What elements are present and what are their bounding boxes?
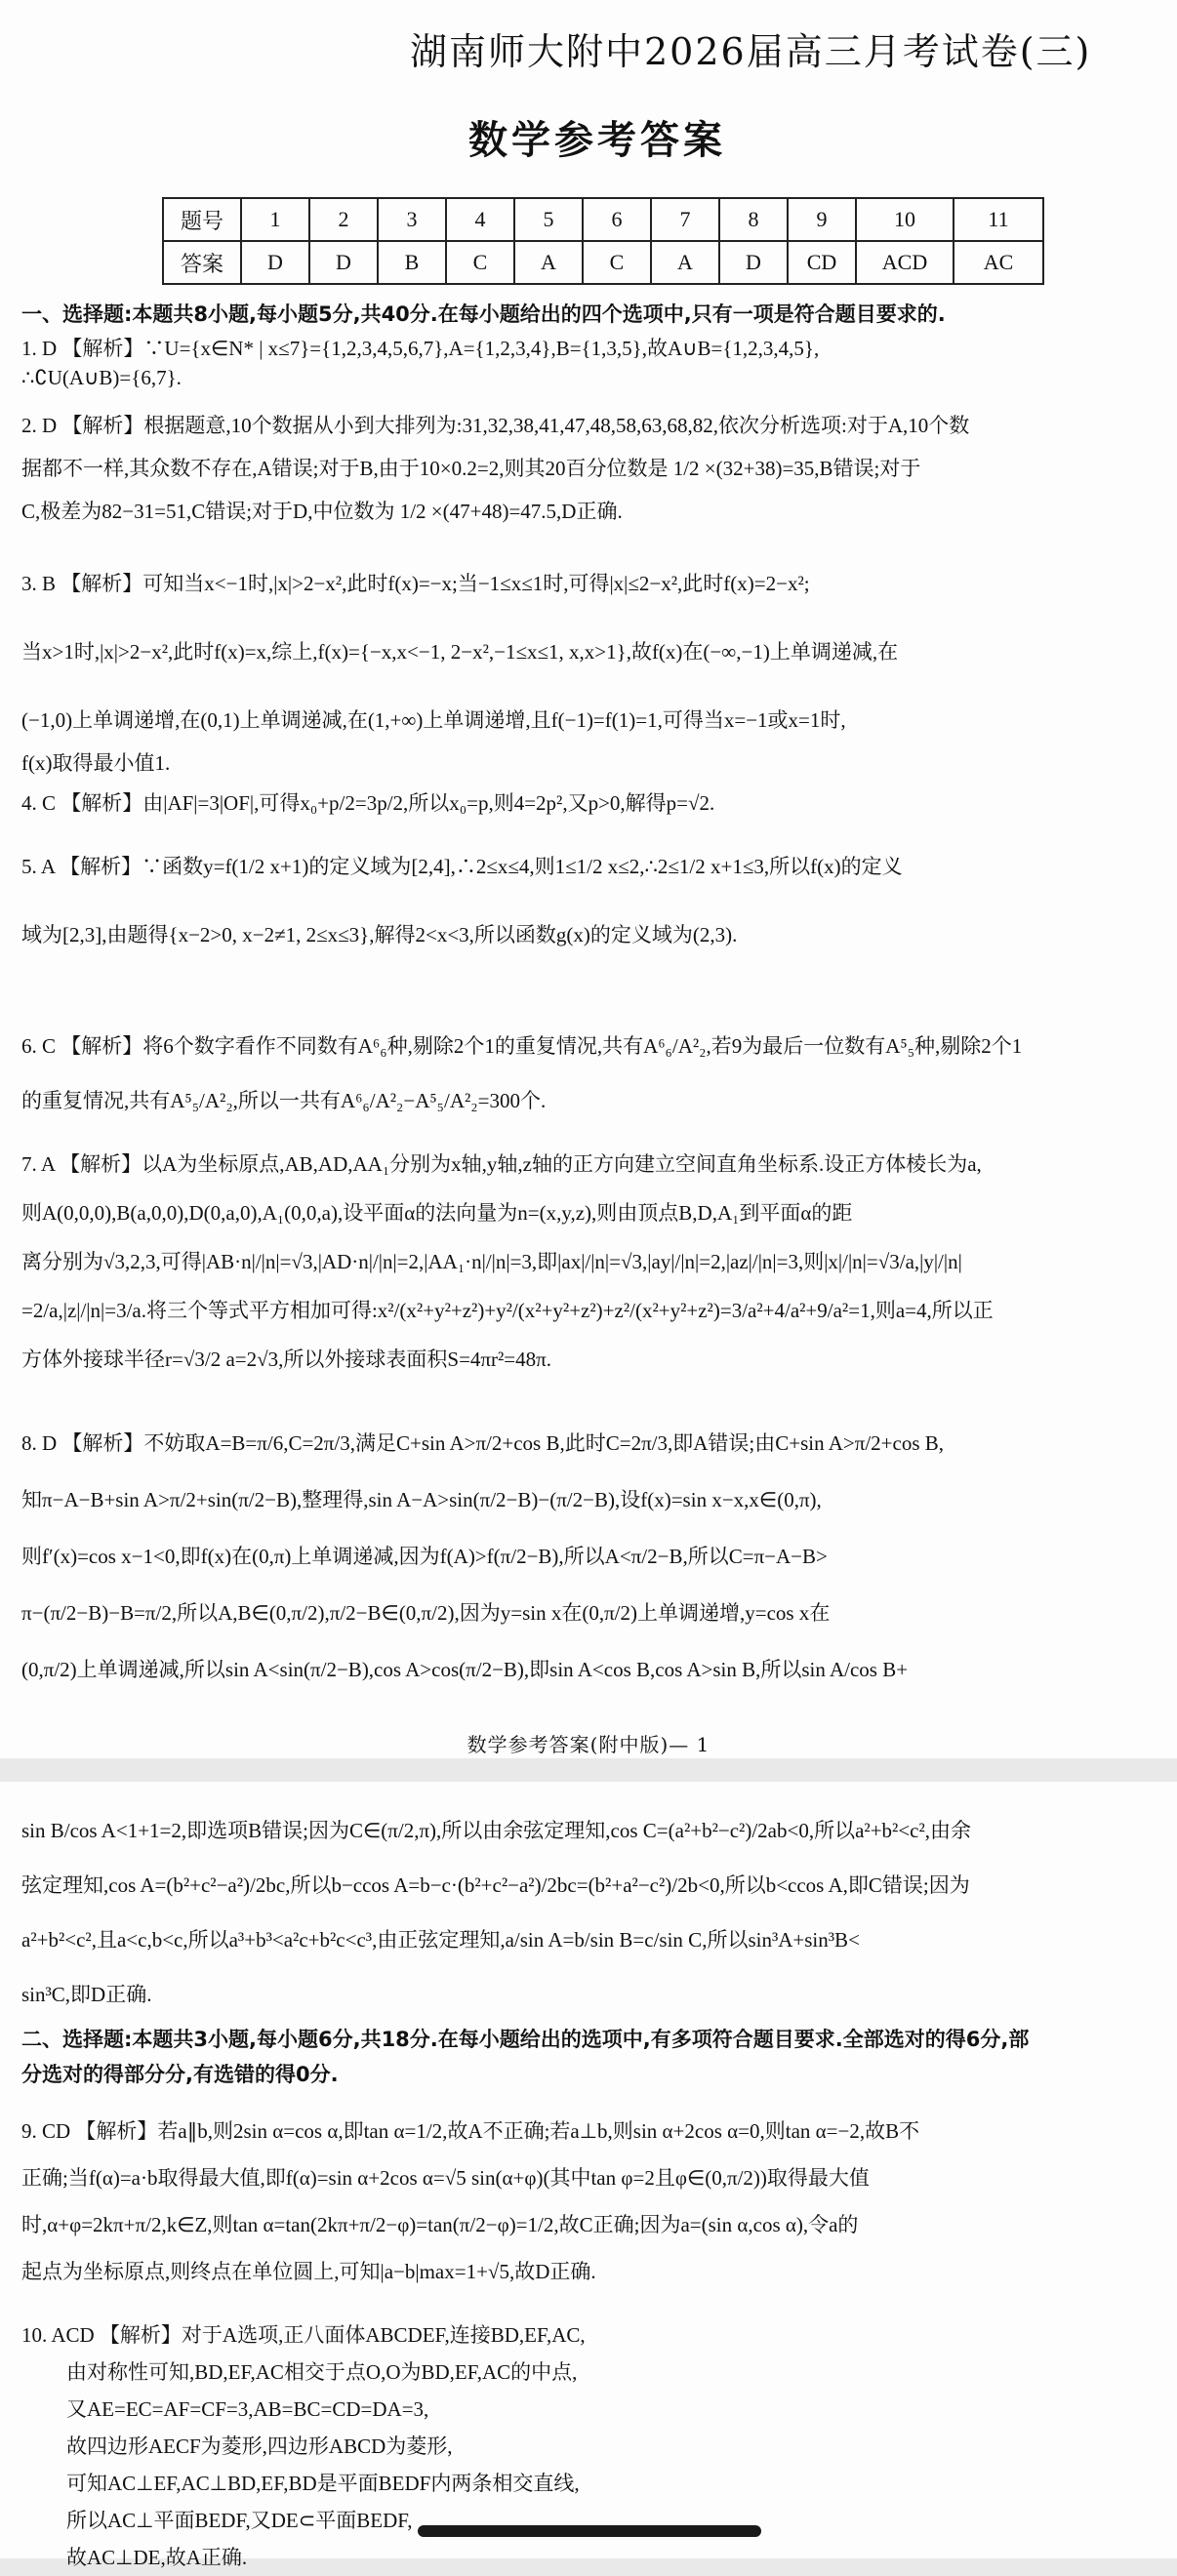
solution-line: 的重复情况,共有A⁵₅/A²₂,所以一共有A⁶₆/A²₂−A⁵₅/A²₂=300个. (21, 1089, 547, 1112)
table-cell: 7 (651, 198, 719, 241)
table-cell: C (583, 241, 651, 284)
solution-line: 可知AC⊥EF,AC⊥BD,EF,BD是平面BEDF内两条相交直线, (66, 2472, 580, 2495)
table-cell: A (514, 241, 583, 284)
solution-line: 故AC⊥DE,故A正确. (66, 2546, 248, 2569)
solution-line: 7. A 【解析】以A为坐标原点,AB,AD,AA₁分别为x轴,y轴,z轴的正方向建立空间直角坐标系.设正方体棱长为a, (21, 1152, 982, 1176)
section-line: 分选对的得部分分,有选错的得0分. (21, 2063, 339, 2086)
table-cell: 3 (378, 198, 446, 241)
solution-line: 则f′(x)=cos x−1<0,即f(x)在(0,π)上单调递减,因为f(A)>f(π/2−B),所以A<π/2−B,所以C=π−A−B> (21, 1545, 828, 1568)
table-cell: 4 (446, 198, 514, 241)
solution-line: 起点为坐标原点,则终点在单位圆上,可知|a−b|max=1+√5,故D正确. (21, 2260, 596, 2283)
solution-line: a²+b²<c²,且a<c,b<c,所以a³+b³<a²c+b²c<c³,由正弦定理知,a/sin A=b/sin B=c/sin C,所以sin³A+sin³B< (21, 1928, 860, 1952)
solution-q10 (21, 2316, 1152, 2576)
solution-line: 1. D 【解析】∵U={x∈N* | x≤7}={1,2,3,4,5,6,7},A={1,2,3,4},B={1,3,5},故A∪B={1,2,3,4,5}, (21, 337, 820, 360)
solution-line: 4. C 【解析】由|AF|=3|OF|,可得x₀+p/2=3p/2,所以x₀=p,则4=2p²,又p>0,解得p=√2. (21, 791, 715, 815)
answer-table-row-answers (163, 241, 1043, 284)
table-cell: ACD (856, 241, 954, 284)
table-cell: 5 (514, 198, 583, 241)
table-cell: 1 (241, 198, 309, 241)
solution-line: 弦定理知,cos A=(b²+c²−a²)/2bc,所以b−ccos A=b−c·(b²+c²−a²)/2bc=(b²+a²−c²)/2b<0,所以b<ccos A,即C错误;因为 (21, 1873, 970, 1897)
table-cell: A (651, 241, 719, 284)
solution-line: 3. B 【解析】可知当x<−1时,|x|>2−x²,此时f(x)=−x;当−1≤x≤1时,可得|x|≤2−x²,此时f(x)=2−x²; (21, 572, 810, 595)
solution-line: 5. A 【解析】∵函数y=f(1/2 x+1)的定义域为[2,4],∴2≤x≤4,则1≤1/2 x≤2,∴2≤1/2 x+1≤3,所以f(x)的定义 (21, 855, 903, 878)
solution-q3 (21, 562, 1152, 785)
solution-q7 (21, 1140, 1152, 1384)
solution-q4 (21, 788, 1152, 818)
table-cell: 11 (954, 198, 1043, 241)
table-cell: D (719, 241, 788, 284)
table-cell: 8 (719, 198, 788, 241)
table-cell: D (309, 241, 378, 284)
solution-line: 知π−A−B+sin A>π/2+sin(π/2−B),整理得,sin A−A>sin(π/2−B)−(π/2−B),设f(x)=sin x−x,x∈(0,π), (21, 1488, 822, 1511)
solution-line: ∴∁U(A∪B)={6,7}. (21, 366, 182, 389)
solution-q8 (21, 1415, 1152, 1698)
solution-q9 (21, 2108, 1152, 2295)
table-cell: C (446, 241, 514, 284)
solution-line: (0,π/2)上单调递减,所以sin A<sin(π/2−B),cos A>cos(π/2−B),即sin A<cos B,cos A>sin B,所以sin A/cos B+ (21, 1658, 909, 1681)
solution-q2 (21, 404, 1152, 533)
table-cell: CD (788, 241, 856, 284)
solution-line: =2/a,|z|/|n|=3/a.将三个等式平方相加可得:x²/(x²+y²+z²)+y²/(x²+y²+z²)+z²/(x²+y²+z²)=3/a²+4/a²+9/a²=1,则a=4,所以正 (21, 1299, 994, 1322)
solution-line: 故四边形AECF为菱形,四边形ABCD为菱形, (66, 2435, 453, 2458)
solution-line: sin B/cos A<1+1=2,即选项B错误;因为C∈(π/2,π),所以由余弦定理知,cos C=(a²+b²−c²)/2ab<0,所以a²+b²<c²,由余 (21, 1819, 972, 1842)
table-header-cell: 答案 (163, 241, 241, 284)
solution-line: 当x>1时,|x|>2−x²,此时f(x)=x,综上,f(x)={−x,x<−1, 2−x²,−1≤x≤1, x,x>1},故f(x)在(−∞,−1)上单调递减,在 (21, 640, 899, 664)
solution-line: 6. C 【解析】将6个数字看作不同数有A⁶₆种,剔除2个1的重复情况,共有A⁶₆/A²₂,若9为最后一位数有A⁵₅种,剔除2个1 (21, 1034, 1023, 1058)
table-cell: B (378, 241, 446, 284)
answer-subtitle: 数学参考答案 (468, 118, 726, 163)
solution-line: 方体外接球半径r=√3/2 a=2√3,所以外接球表面积S=4πr²=48π. (21, 1348, 551, 1371)
table-cell: D (241, 241, 309, 284)
table-cell: 10 (856, 198, 954, 241)
solution-line: (−1,0)上单调递增,在(0,1)上单调递减,在(1,+∞)上单调递增,且f(−1)=f(1)=1,可得当x=−1或x=1时, (21, 708, 846, 732)
exam-title: 湖南师大附中2026届高三月考试卷(三) (410, 30, 1092, 73)
section-line: 二、选择题:本题共3小题,每小题6分,共18分.在每小题给出的选项中,有多项符合题目要求.全部选对的得6分,部 (21, 2028, 1030, 2051)
solution-q1 (21, 334, 1152, 392)
solution-line: 正确;当f(α)=a·b取得最大值,即f(α)=sin α+2cos α=√5 sin(α+φ)(其中tan φ=2且φ∈(0,π/2))取得最大值 (21, 2166, 870, 2190)
solution-line: f(x)取得最小值1. (21, 751, 171, 775)
solution-q6 (21, 1019, 1152, 1128)
answer-page-2 (0, 1782, 1177, 2569)
page-footer: 数学参考答案(附中版)— 1 (467, 1733, 710, 1756)
solution-line: 所以AC⊥平面BEDF,又DE⊂平面BEDF, (66, 2509, 413, 2532)
solution-line: 则A(0,0,0),B(a,0,0),D(0,a,0),A₁(0,0,a),设平面α的法向量为n=(x,y,z),则由顶点B,D,A₁到平面α的距 (21, 1201, 853, 1225)
solution-line: π−(π/2−B)−B=π/2,所以A,B∈(0,π/2),π/2−B∈(0,π/2),因为y=sin x在(0,π/2)上单调递增,y=cos x在 (21, 1601, 831, 1625)
home-indicator[interactable] (418, 2525, 761, 2537)
table-header-cell: 题号 (163, 198, 241, 241)
answer-table (162, 197, 1044, 285)
table-cell: 9 (788, 198, 856, 241)
table-cell: 6 (583, 198, 651, 241)
solution-line: 离分别为√3,2,3,可得|AB·n|/|n|=√3,|AD·n|/|n|=2,|AA₁·n|/|n|=3,即|ax|/|n|=√3,|ay|/|n|=2,|az|/|n|=3,则|x|/|n|=√3/a,|y|/|n| (21, 1250, 962, 1273)
solution-line: 时,α+φ=2kπ+π/2,k∈Z,则tan α=tan(2kπ+π/2−φ)=tan(π/2−φ)=1/2,故C正确;因为a=(sin α,cos α),令a的 (21, 2213, 859, 2236)
solution-line: sin³C,即D正确. (21, 1983, 152, 2006)
solution-line: 10. ACD 【解析】对于A选项,正八面体ABCDEF,连接BD,EF,AC, (21, 2323, 586, 2347)
solution-line: 又AE=EC=AF=CF=3,AB=BC=CD=DA=3, (66, 2397, 429, 2421)
solution-line: C,极差为82−31=51,C错误;对于D,中位数为 1/2 ×(47+48)=47.5,D正确. (21, 500, 623, 523)
solution-line: 8. D 【解析】不妨取A=B=π/6,C=2π/3,满足C+sin A>π/2+cos B,此时C=2π/3,即A错误;由C+sin A>π/2+cos B, (21, 1431, 945, 1455)
solution-q8-continued (21, 1803, 1152, 2022)
solution-line: 域为[2,3],由题得{x−2>0, x−2≠1, 2≤x≤3},解得2<x<3,所以函数g(x)的定义域为(2,3). (21, 923, 738, 946)
solution-line: 据都不一样,其众数不存在,A错误;对于B,由于10×0.2=2,则其20百分位数是 1/2 ×(32+38)=35,B错误;对于 (21, 457, 921, 480)
solution-line: 由对称性可知,BD,EF,AC相交于点O,O为BD,EF,AC的中点, (66, 2360, 578, 2384)
section-heading-2 (21, 2022, 1152, 2092)
solution-line: 9. CD 【解析】若a∥b,则2sin α=cos α,即tan α=1/2,故A不正确;若a⊥b,则sin α+2cos α=0,则tan α=−2,故B不 (21, 2119, 920, 2143)
table-cell: 2 (309, 198, 378, 241)
table-cell: AC (954, 241, 1043, 284)
solution-line: 2. D 【解析】根据题意,10个数据从小到大排列为:31,32,38,41,47,48,58,63,68,82,依次分析选项:对于A,10个数 (21, 414, 970, 437)
answer-table-row-numbers (163, 198, 1043, 241)
solution-q5 (21, 845, 1152, 982)
section-heading-1: 一、选择题:本题共8小题,每小题5分,共40分.在每小题给出的四个选项中,只有一项是符合题目要求的. (21, 302, 946, 326)
